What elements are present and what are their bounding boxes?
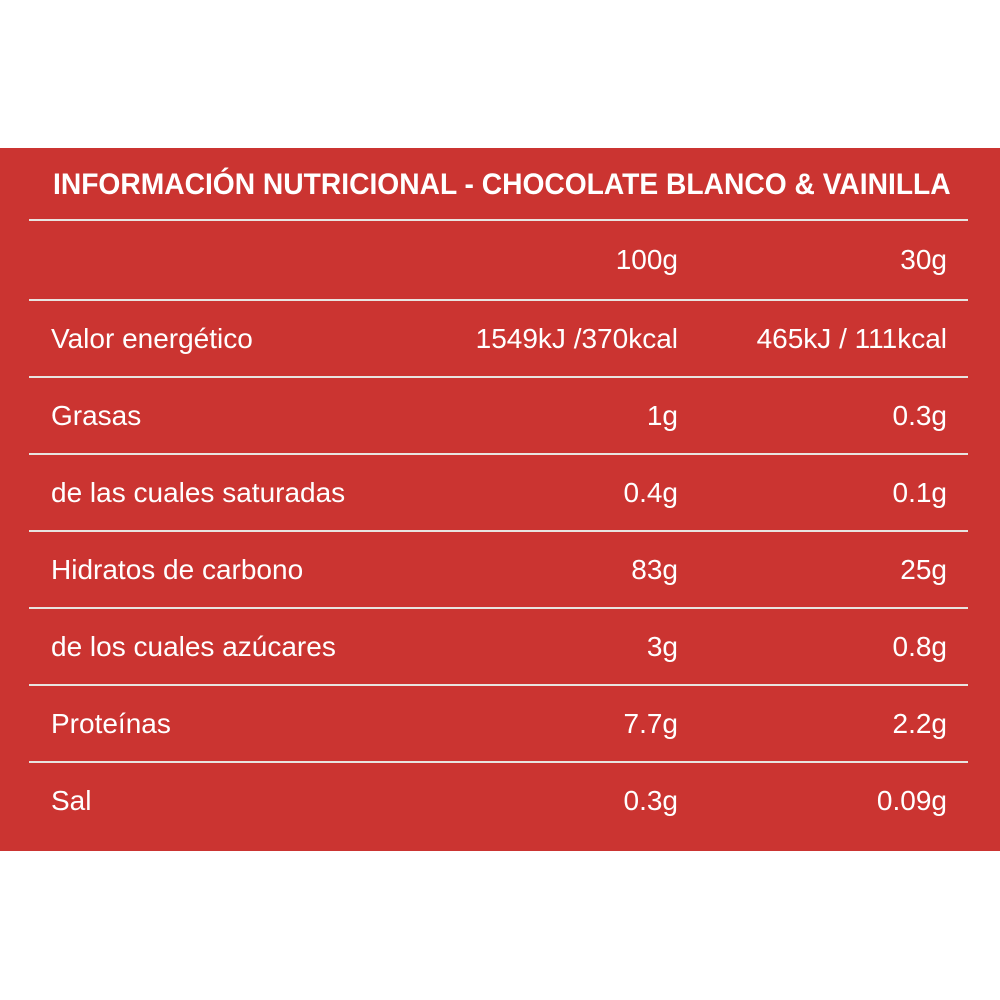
row-value-30g: 0.1g [892,476,947,508]
row-label: de los cuales azúcares [51,630,336,662]
row-value-100g: 3g [646,630,678,662]
nutrition-label-panel [0,148,1000,851]
row-label: Grasas [51,399,142,431]
row-value-100g: 1g [646,399,678,431]
row-value-30g: 0.8g [892,630,947,662]
row-label: Proteínas [51,707,171,739]
row-value-30g: 25g [900,553,947,585]
table-row-energy [29,299,968,376]
row-value-100g: 7.7g [623,707,678,739]
row-label: Sal [51,784,92,816]
row-value-100g: 0.4g [623,476,678,508]
row-value-100g: 83g [631,553,678,585]
row-label: Valor energético [51,322,253,354]
row-value-30g: 465kJ / 111kcal [756,322,947,354]
row-label: de las cuales saturadas [51,476,346,508]
header-cell-per-30g: 30g [900,244,947,275]
nutrition-table [29,219,968,851]
row-value-100g: 0.3g [623,784,678,816]
table-row-salt [29,761,968,851]
header-cell-per-100g: 100g [615,244,678,275]
row-value-30g: 2.2g [892,707,947,739]
table-row-saturated-fats [29,453,968,530]
table-row-sugars [29,607,968,684]
table-row-carbohydrates [29,530,968,607]
nutrition-label-title: INFORMACIÓN NUTRICIONAL - CHOCOLATE BLANCO & VAINILLA [53,168,951,201]
table-row-proteins [29,684,968,761]
table-row-fats [29,376,968,453]
row-value-30g: 0.09g [876,784,947,816]
row-label: Hidratos de carbono [51,553,304,585]
row-value-100g: 1549kJ /370kcal [475,322,678,354]
table-header-row [29,219,968,299]
row-value-30g: 0.3g [892,399,947,431]
